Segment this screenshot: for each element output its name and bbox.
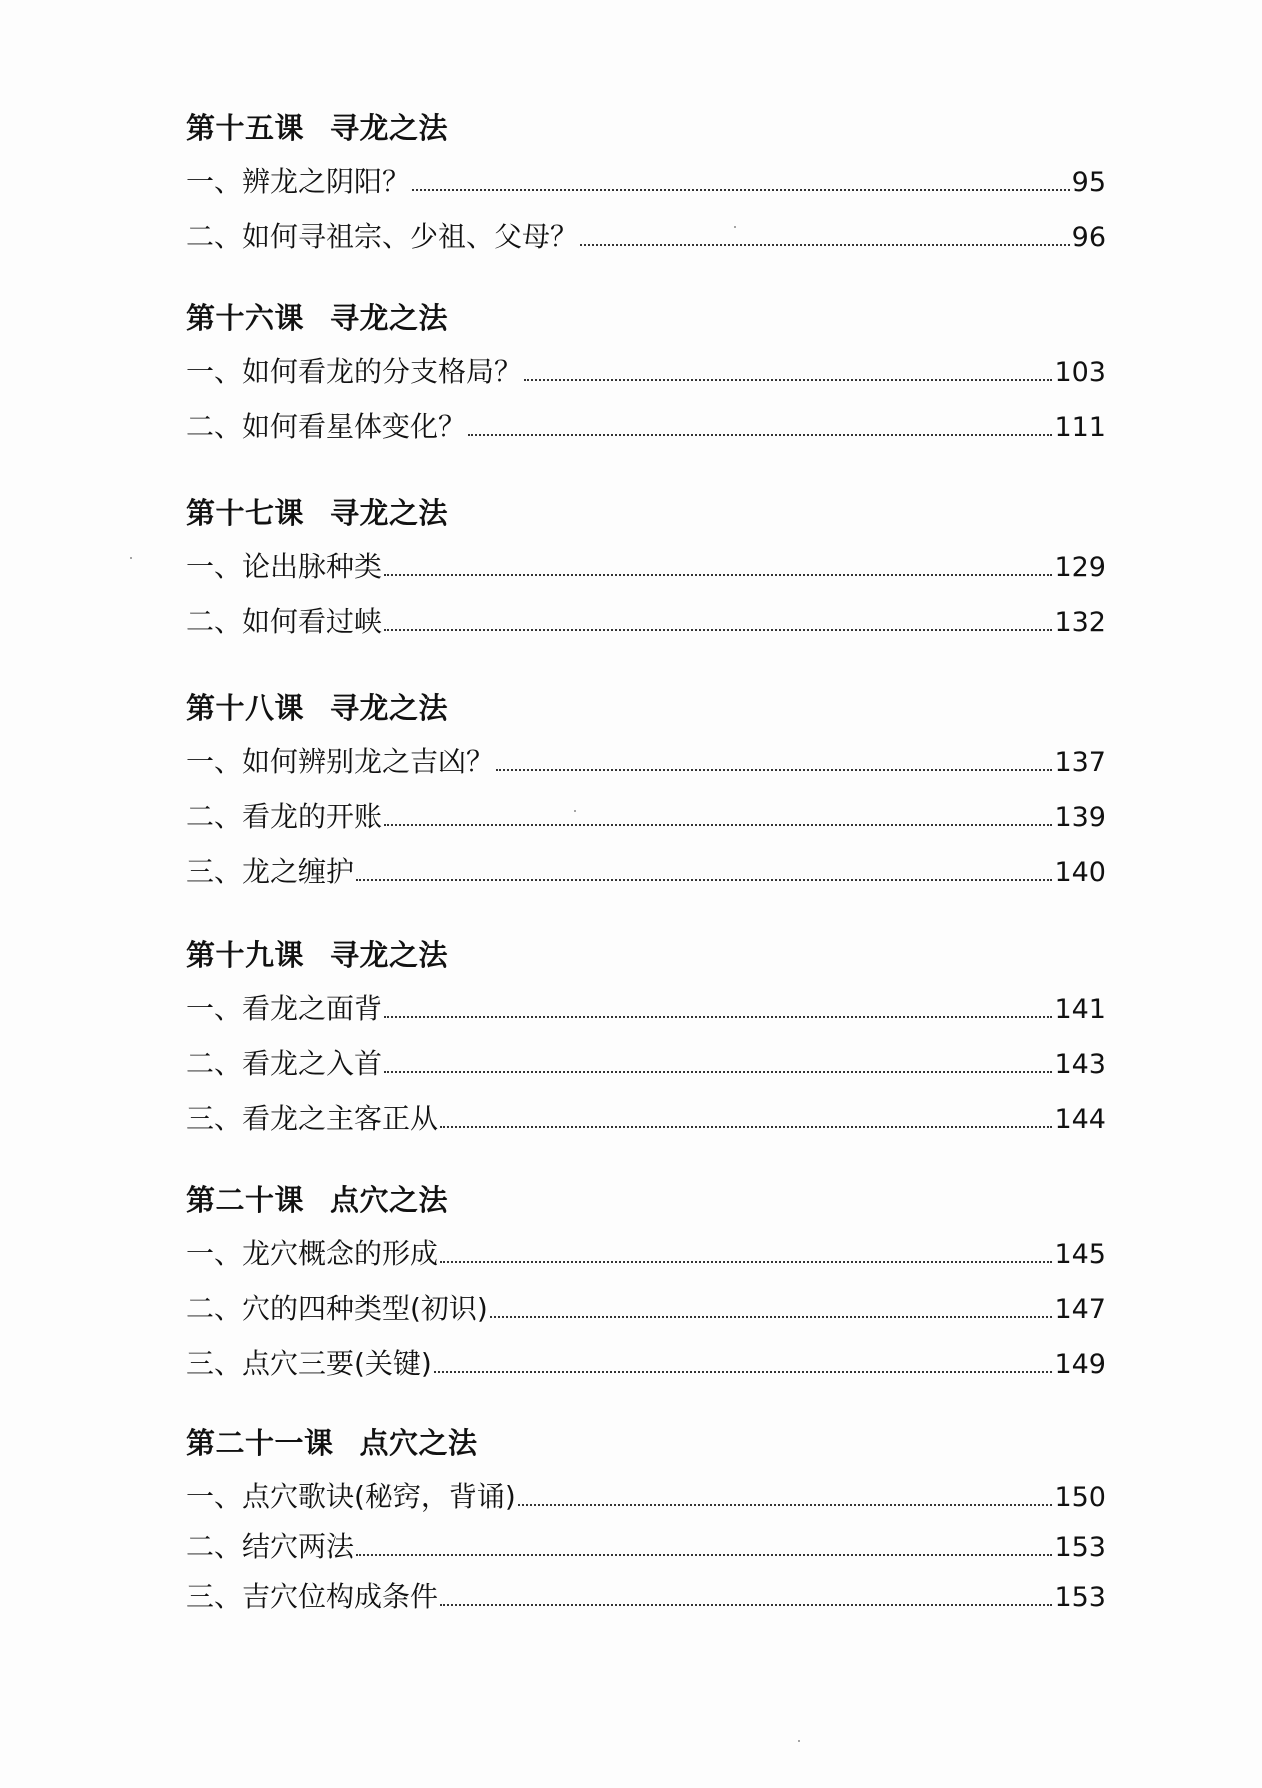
chapter-heading xyxy=(186,1180,1106,1220)
toc-entry[interactable] xyxy=(186,1342,1106,1397)
entry-title: 一、点穴歌诀(秘窍，背诵) xyxy=(186,1480,516,1513)
entry-title: 二、如何寻祖宗、少祖、父母？ xyxy=(186,220,579,253)
page-number: 141 xyxy=(1054,994,1106,1025)
scan-speck xyxy=(130,557,132,559)
chapter-number: 第十八课 xyxy=(186,691,305,725)
chapter-16 xyxy=(186,298,1106,493)
entry-title: 二、看龙之入首 xyxy=(186,1047,383,1080)
dot-leader xyxy=(356,1554,1052,1556)
page-number: 95 xyxy=(1071,167,1106,198)
page-number: 132 xyxy=(1054,607,1106,638)
chapter-heading xyxy=(186,935,1106,975)
chapter-number: 第十五课 xyxy=(186,111,305,145)
page-number: 150 xyxy=(1054,1482,1106,1513)
toc-entry[interactable] xyxy=(186,850,1106,905)
dot-leader xyxy=(490,1316,1053,1318)
toc-entry[interactable] xyxy=(186,1042,1106,1097)
toc-entry[interactable] xyxy=(186,795,1106,850)
chapter-name: 寻龙之法 xyxy=(330,301,449,335)
chapter-heading xyxy=(186,688,1106,728)
chapter-21 xyxy=(186,1423,1106,1625)
toc-entry[interactable] xyxy=(186,600,1106,655)
chapter-number: 第十七课 xyxy=(186,496,305,530)
page-number: 129 xyxy=(1054,552,1106,583)
dot-leader xyxy=(384,629,1052,631)
toc-entry[interactable] xyxy=(186,1475,1106,1525)
entry-title: 一、如何辨别龙之吉凶？ xyxy=(186,745,495,778)
table-of-contents xyxy=(186,108,1106,1625)
toc-entry[interactable] xyxy=(186,987,1106,1042)
dot-leader xyxy=(384,1071,1052,1073)
chapter-name: 寻龙之法 xyxy=(330,111,449,145)
chapter-heading xyxy=(186,298,1106,338)
entry-title: 一、辨龙之阴阳？ xyxy=(186,165,411,198)
page-number: 96 xyxy=(1071,222,1106,253)
dot-leader xyxy=(518,1504,1053,1506)
chapter-heading xyxy=(186,108,1106,148)
toc-entry[interactable] xyxy=(186,1287,1106,1342)
dot-leader xyxy=(412,189,1070,191)
toc-entry[interactable] xyxy=(186,545,1106,600)
toc-entry[interactable] xyxy=(186,1575,1106,1625)
dot-leader xyxy=(468,434,1052,436)
entry-title: 一、龙穴概念的形成 xyxy=(186,1237,439,1270)
scan-speck xyxy=(734,226,736,228)
chapter-name: 寻龙之法 xyxy=(330,496,449,530)
chapter-name: 寻龙之法 xyxy=(330,938,449,972)
toc-entry[interactable] xyxy=(186,405,1106,460)
scan-speck xyxy=(798,1740,800,1742)
entry-title: 一、如何看龙的分支格局？ xyxy=(186,355,523,388)
page-number: 103 xyxy=(1054,357,1106,388)
chapter-name: 点穴之法 xyxy=(359,1426,478,1460)
page-number: 111 xyxy=(1054,412,1106,443)
toc-entry[interactable] xyxy=(186,1232,1106,1287)
page-number: 140 xyxy=(1054,857,1106,888)
dot-leader xyxy=(440,1126,1052,1128)
chapter-heading xyxy=(186,493,1106,533)
chapter-number: 第二十课 xyxy=(186,1183,305,1217)
entry-title: 二、如何看星体变化？ xyxy=(186,410,467,443)
entry-title: 二、如何看过峡 xyxy=(186,605,383,638)
chapter-number: 第十六课 xyxy=(186,301,305,335)
page-number: 137 xyxy=(1054,747,1106,778)
entry-title: 三、点穴三要(关键) xyxy=(186,1347,432,1380)
page-number: 145 xyxy=(1054,1239,1106,1270)
dot-leader xyxy=(384,574,1052,576)
page-number: 149 xyxy=(1054,1349,1106,1380)
chapter-name: 点穴之法 xyxy=(330,1183,449,1217)
toc-entry[interactable] xyxy=(186,350,1106,405)
dot-leader xyxy=(580,244,1070,246)
chapter-20 xyxy=(186,1180,1106,1423)
page-number: 153 xyxy=(1054,1582,1106,1613)
chapter-heading xyxy=(186,1423,1106,1463)
entry-title: 二、穴的四种类型(初识) xyxy=(186,1292,488,1325)
scan-speck xyxy=(574,810,576,812)
chapter-number: 第二十一课 xyxy=(186,1426,334,1460)
chapter-17 xyxy=(186,493,1106,688)
toc-entry[interactable] xyxy=(186,215,1106,270)
dot-leader xyxy=(496,769,1052,771)
toc-entry[interactable] xyxy=(186,740,1106,795)
chapter-18 xyxy=(186,688,1106,935)
dot-leader xyxy=(440,1604,1052,1606)
toc-entry[interactable] xyxy=(186,1525,1106,1575)
dot-leader xyxy=(356,879,1052,881)
entry-title: 二、看龙的开账 xyxy=(186,800,383,833)
toc-entry[interactable] xyxy=(186,160,1106,215)
entry-title: 三、吉穴位构成条件 xyxy=(186,1580,439,1613)
entry-title: 一、论出脉种类 xyxy=(186,550,383,583)
dot-leader xyxy=(384,1016,1052,1018)
dot-leader xyxy=(440,1261,1052,1263)
entry-title: 一、看龙之面背 xyxy=(186,992,383,1025)
entry-title: 三、龙之缠护 xyxy=(186,855,355,888)
chapter-19 xyxy=(186,935,1106,1180)
page-number: 144 xyxy=(1054,1104,1106,1135)
dot-leader xyxy=(434,1371,1053,1373)
page-number: 143 xyxy=(1054,1049,1106,1080)
dot-leader xyxy=(524,379,1052,381)
page-number: 147 xyxy=(1054,1294,1106,1325)
page-number: 139 xyxy=(1054,802,1106,833)
page-number: 153 xyxy=(1054,1532,1106,1563)
dot-leader xyxy=(384,824,1052,826)
chapter-name: 寻龙之法 xyxy=(330,691,449,725)
toc-entry[interactable] xyxy=(186,1097,1106,1152)
entry-title: 三、看龙之主客正从 xyxy=(186,1102,439,1135)
chapter-number: 第十九课 xyxy=(186,938,305,972)
chapter-15 xyxy=(186,108,1106,298)
entry-title: 二、结穴两法 xyxy=(186,1530,355,1563)
